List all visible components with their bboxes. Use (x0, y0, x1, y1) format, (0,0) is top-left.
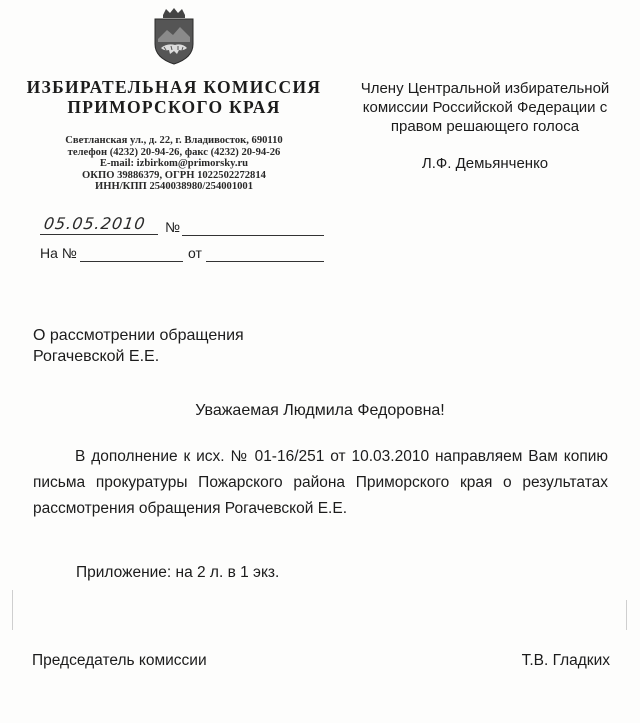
subject-block (33, 325, 244, 367)
ref-number-underline (80, 261, 183, 262)
number-label: № (165, 219, 181, 235)
organization-name (14, 77, 334, 117)
scan-artifact (12, 590, 13, 630)
subject-line2: Рогачевской Е.Е. (33, 348, 160, 365)
signatory-title: Председатель комиссии (32, 652, 207, 669)
address-text: Светланская ул., д. 22, г. Владивосток, 690110 (65, 135, 283, 146)
ref-date-underline (206, 261, 324, 262)
number-underline (182, 235, 324, 236)
from-label: от (188, 245, 202, 261)
addressee-line1: Члену Центральной избирательной (360, 80, 610, 97)
coat-of-arms-icon (149, 6, 199, 66)
inn-text: ИНН/КПП 2540038980/254001001 (94, 181, 254, 193)
okpo-text: ОКПО 39886379, ОГРН 1022502272814 (82, 169, 266, 181)
salutation: Уважаемая Людмила Федоровна! (195, 402, 445, 419)
body-paragraph (33, 444, 608, 522)
body-line2: письма прокуратуры Пожарского района Приморского края о результатах (33, 474, 608, 491)
addressee-name: Л.Ф. Демьянченко (421, 155, 549, 172)
org-name-line2: ПРИМОРСКОГО КРАЯ (67, 97, 281, 117)
phone-text: телефон (4232) 20-94-26, факс (4232) 20-94-26 (67, 146, 281, 158)
ref-label: На № (40, 245, 77, 261)
handwritten-date: 05.05.2010 (42, 214, 147, 233)
date-underline (40, 234, 158, 235)
attachment-note: Приложение: на 2 л. в 1 экз. (76, 564, 280, 581)
subject-line1: О рассмотрении обращения (33, 327, 244, 344)
body-line1: В дополнение к исх. № 01-16/251 от 10.03.2010 направляем Вам копию (75, 448, 608, 465)
scan-artifact (626, 600, 627, 630)
addressee-block (345, 79, 625, 136)
email-text: E-mail: izbirkom@primorsky.ru (99, 158, 249, 170)
addressee-line3: правом решающего голоса (390, 118, 580, 135)
org-name-line1: ИЗБИРАТЕЛЬНАЯ КОМИССИЯ (26, 77, 322, 97)
addressee-line2: комиссии Российской Федерации с (362, 99, 608, 116)
body-line3: рассмотрения обращения Рогачевской Е.Е. (33, 500, 347, 517)
contact-block (24, 135, 324, 193)
signatory-name: Т.В. Гладких (521, 652, 610, 669)
